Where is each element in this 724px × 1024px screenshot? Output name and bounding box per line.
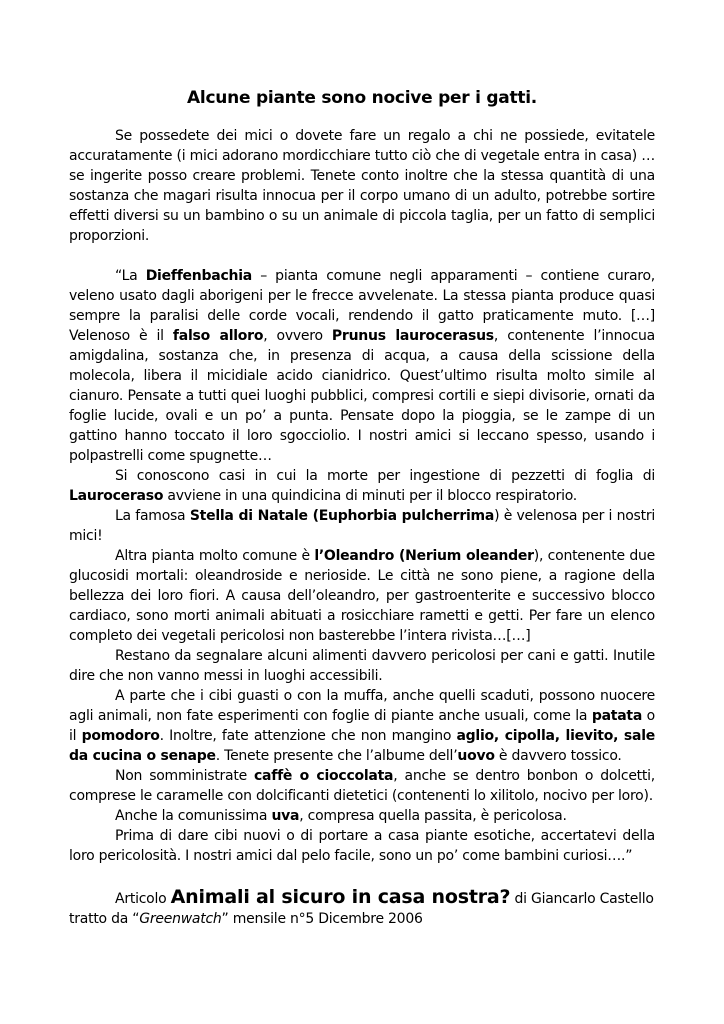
- text-run: o il: [69, 708, 655, 744]
- highlight-patata: patata: [591, 708, 643, 724]
- quote-paragraph-3: [69, 506, 655, 546]
- highlight-uva: uva: [271, 808, 300, 824]
- intro-paragraph: Se possedete dei mici o dovete fare un regalo a chi ne possiede, evitatele accuratamente (i mici adorano mordicchiare tutto ciò che di vegetale entra in casa) …se ingerite posso creare problemi. Tenete conto inoltre che la stessa quantità di una sostanza che magari risulta innocua per il corpo umano di un adulto, potrebbe sortire effetti diversi su un bambino o su un animale di piccola taglia, per un fatto di semplici proporzioni.: [69, 128, 655, 244]
- text-run: A parte che i cibi guasti o con la muffa, anche quelli scaduti, possono nuocere agli animali, non fate esperimenti con foglie di piante anche usuali, come la: [69, 688, 655, 724]
- highlight-pomodoro: pomodoro: [81, 728, 160, 744]
- source-magazine: Greenwatch: [139, 911, 222, 927]
- source-text: ” mensile n°5 Dicembre 2006: [221, 911, 423, 927]
- highlight-lauroceraso: Lauroceraso: [69, 488, 164, 504]
- text-run: , contenente l’innocua amigdalina, sostanza che, in presenza di acqua, a causa della scissione della molecola, libera il micidiale acido cianidrico. Quest’ultimo risulta molto simile al cianuro. Pensate a tutti quei luoghi pubblici, compresi cortili e siepi divisorie, ornati da foglie lucide, ovali e un po’ a punta. Pensate dopo la pioggia, se le zampe di un gattino hanno toccato il loro sgocciolio. I nostri amici si leccano spesso, usando i polpastrelli come spugnette…: [69, 328, 655, 464]
- quote-paragraph-1: [69, 266, 655, 466]
- quote-paragraph-9: Prima di dare cibi nuovi o di portare a casa piante esotiche, accertatevi della loro pericolosità. I nostri amici dal pelo facile, sono un po’ come bambini curiosi….”: [69, 828, 655, 864]
- source-text: tratto da “: [69, 911, 140, 927]
- quote-paragraph-2: [69, 466, 655, 506]
- text-run: La famosa: [115, 508, 190, 524]
- highlight-oleandro: l’Oleandro (Nerium oleander: [314, 548, 534, 564]
- source-citation: [69, 887, 655, 929]
- quote-paragraph-6: [69, 686, 655, 766]
- text-run: Anche la comunissima: [115, 808, 272, 824]
- highlight-dieffenbachia: Dieffenbachia: [145, 268, 252, 284]
- text-run: ), contenente due glucosidi mortali: oleandroside e nerioside. Le città ne sono piene, a ragione della bellezza dei loro fiori. A causa dell’oleandro, per gastroenterite e successivo blocco cardiaco, sono morti animali abituati a rosicchiare rametti e getti. Per fare un elenco completo dei vegetali pericolosi non basterebbe l’intera rivista…[…]: [69, 548, 655, 644]
- text-run: . Tenete presente che l’albume dell’: [215, 748, 458, 764]
- document-body: [69, 126, 655, 929]
- quote-paragraph-8: [69, 806, 655, 826]
- text-run: Altra pianta molto comune è: [115, 548, 315, 564]
- text-run: , anche se dentro bonbon o dolcetti, comprese le caramelle con dolcificanti dietetici (contenenti lo xilitolo, nocivo per loro).: [69, 768, 656, 804]
- highlight-uovo: uovo: [457, 748, 495, 764]
- source-article-title: Animali al sicuro in casa nostra?: [170, 886, 511, 908]
- highlight-falso-alloro: falso alloro: [172, 328, 264, 344]
- highlight-prunus: Prunus laurocerasus: [331, 328, 494, 344]
- highlight-aglio-cipolla: aglio, cipolla, lievito, sale da cucina o senape: [69, 728, 655, 764]
- text-run: , ovvero: [263, 328, 332, 344]
- source-prefix: Articolo: [115, 891, 171, 907]
- quote-paragraph-4: [69, 546, 655, 646]
- text-run: , compresa quella passita, è pericolosa.: [299, 808, 567, 824]
- document-title: Alcune piante sono nocive per i gatti.: [187, 88, 537, 108]
- text-run: “La: [115, 268, 146, 284]
- text-run: è davvero tossico.: [494, 748, 622, 764]
- text-run: avviene in una quindicina di minuti per il blocco respiratorio.: [163, 488, 577, 504]
- text-run: Non somministrate: [115, 768, 254, 784]
- highlight-stella-di-natale: Stella di Natale (Euphorbia pulcherrima: [189, 508, 495, 524]
- text-run: ) è velenosa per i nostri mici!: [69, 508, 655, 544]
- quote-paragraph-7: [69, 766, 655, 806]
- source-author: di Giancarlo Castello: [510, 891, 654, 907]
- text-run: – pianta comune negli apparamenti – contiene curaro, veleno usato dagli aborigeni per le frecce avvelenate. La stessa pianta produce quasi sempre la paralisi delle corde vocali, rendendo il gatto praticamente muto. […] Velenoso è il: [69, 268, 655, 344]
- highlight-caffe-cioccolata: caffè o cioccolata: [253, 768, 394, 784]
- text-run: . Inoltre, fate attenzione che non mangino: [159, 728, 457, 744]
- text-run: Si conoscono casi in cui la morte per ingestione di pezzetti di foglia di: [115, 468, 655, 484]
- quote-paragraph-5: Restano da segnalare alcuni alimenti davvero pericolosi per cani e gatti. Inutile dire che non vanno messi in luoghi accessibili.: [69, 648, 655, 684]
